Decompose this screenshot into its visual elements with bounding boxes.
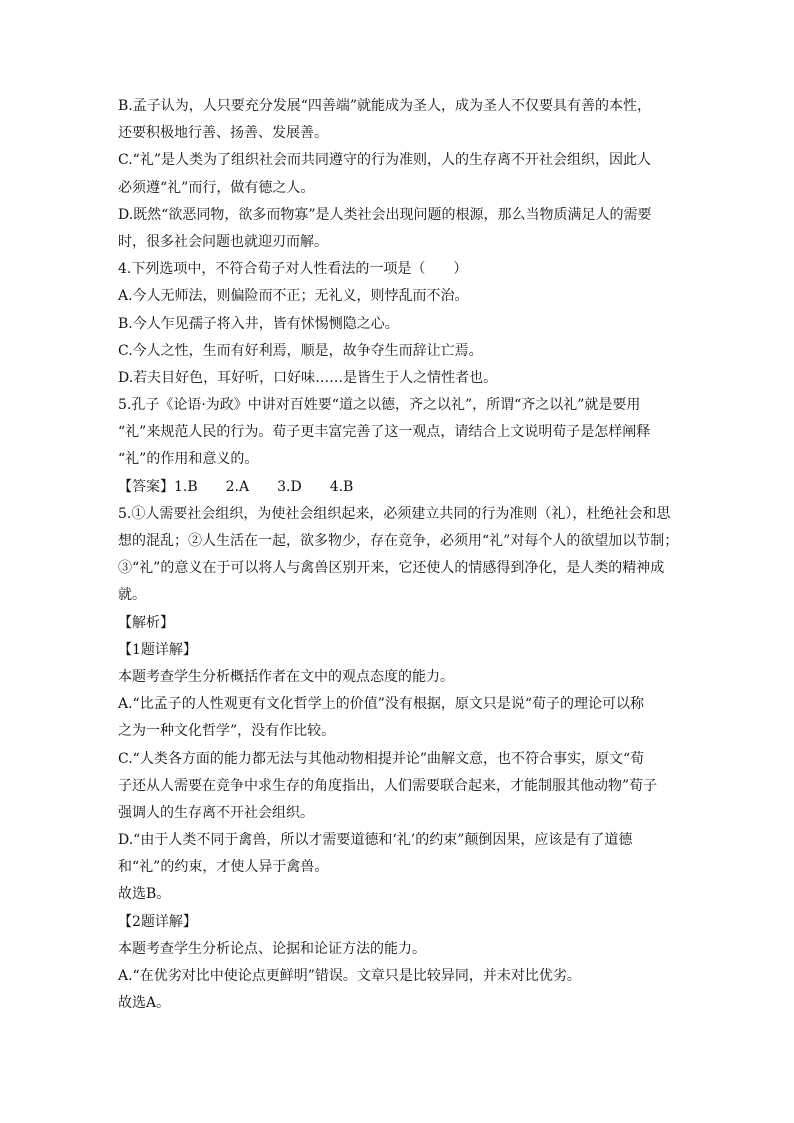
text-line: 本题考查学生分析论点、论据和论证方法的能力。 — [118, 940, 426, 957]
question-4-option-c: C.今人之性，生而有好利焉，顺是，故争夺生而辞让亡焉。 — [118, 342, 483, 359]
text-line: 子还从人需要在竞争中求生存的角度指出，人们需要联合起来，才能制服其他动物”荀子 — [118, 777, 658, 794]
answer-key: 【答案】1.B 2.A 3.D 4.B — [118, 478, 354, 495]
analysis-heading: 【解析】 — [118, 614, 174, 631]
text-line: C.“人类各方面的能力都无法与其他动物相提并论”曲解文意，也不符合事实，原文“荀 — [118, 750, 645, 767]
question-5-stem: 5.孔子《论语·为政》中讲对百姓要“道之以德，齐之以礼”，所谓“齐之以礼”就是要用 — [118, 397, 641, 414]
text-line: 和“礼”的约束，才使人异于禽兽。 — [118, 859, 329, 876]
text-line: 强调人的生存离不开社会组织。 — [118, 804, 314, 821]
text-line: D.“由于人类不同于禽兽，所以才需要道德和‘礼’的约束”颠倒因果，应该是有了道德 — [118, 832, 633, 849]
question-2-analysis-heading: 【2题详解】 — [118, 913, 197, 930]
answer-5: ③“礼”的意义在于可以将人与禽兽区别开来，它还使人的情感得到净化，是人类的精神成 — [118, 560, 665, 577]
text-line: A.“在优劣对比中使论点更鲜明”错误。文章只是比较异同，并未对比优劣。 — [118, 968, 581, 984]
question-4-option-a: A.今人无师法，则偏险而不正；无礼义，则悖乱而不治。 — [118, 288, 469, 305]
question-1-conclusion: 故选B。 — [118, 886, 171, 903]
text-line: A.“比孟子的人性观更有文化哲学上的价值”没有根据，原文只是说“荀子的理论可以称 — [118, 696, 645, 713]
question-4-option-b: B.今人乍见孺子将入井，皆有怵惕恻隐之心。 — [118, 315, 399, 332]
question-4-option-d: D.若夫目好色，耳好听，口好味……是皆生于人之情性者也。 — [118, 369, 498, 386]
text-line: 之为一种文化哲学”，没有作比较。 — [118, 723, 336, 740]
text-line: 本题考查学生分析概括作者在文中的观点态度的能力。 — [118, 668, 454, 685]
answer-5: 想的混乱；②人生活在一起，欲多物少，存在竞争，必须用“礼”对每个人的欲望加以节制； — [118, 533, 678, 549]
question-5-stem: “礼”的作用和意义的。 — [118, 451, 259, 468]
text-line: 还要积极地行善、扬善、发展善。 — [118, 125, 328, 142]
text-line: 必须遵“礼”而行，做有德之人。 — [118, 179, 315, 196]
text-line: B.孟子认为，人只要充分发展“四善端”就能成为圣人，成为圣人不仅要具有善的本性， — [118, 98, 652, 114]
question-4-stem: 4.下列选项中，不符合荀子对人性看法的一项是（ ） — [118, 261, 468, 278]
document-body — [118, 93, 678, 1017]
question-5-stem: “礼”来规范人民的行为。荀子更丰富完善了这一观点，请结合上文说明荀子是怎样阐释 — [118, 424, 651, 441]
text-line: 时，很多社会问题也就迎刃而解。 — [118, 233, 328, 250]
answer-5: 就。 — [118, 587, 146, 604]
text-line: C.“礼”是人类为了组织社会而共同遵守的行为准则，人的生存离不开社会组织，因此人 — [118, 152, 651, 169]
text-line: D.既然“欲恶同物，欲多而物寡”是人类社会出现问题的根源，那么当物质满足人的需要 — [118, 206, 652, 223]
question-2-conclusion: 故选A。 — [118, 995, 171, 1012]
question-1-analysis-heading: 【1题详解】 — [118, 641, 197, 658]
answer-5: 5.①人需要社会组织，为使社会组织起来，必须建立共同的行为准则（礼），杜绝社会和思 — [118, 505, 671, 522]
